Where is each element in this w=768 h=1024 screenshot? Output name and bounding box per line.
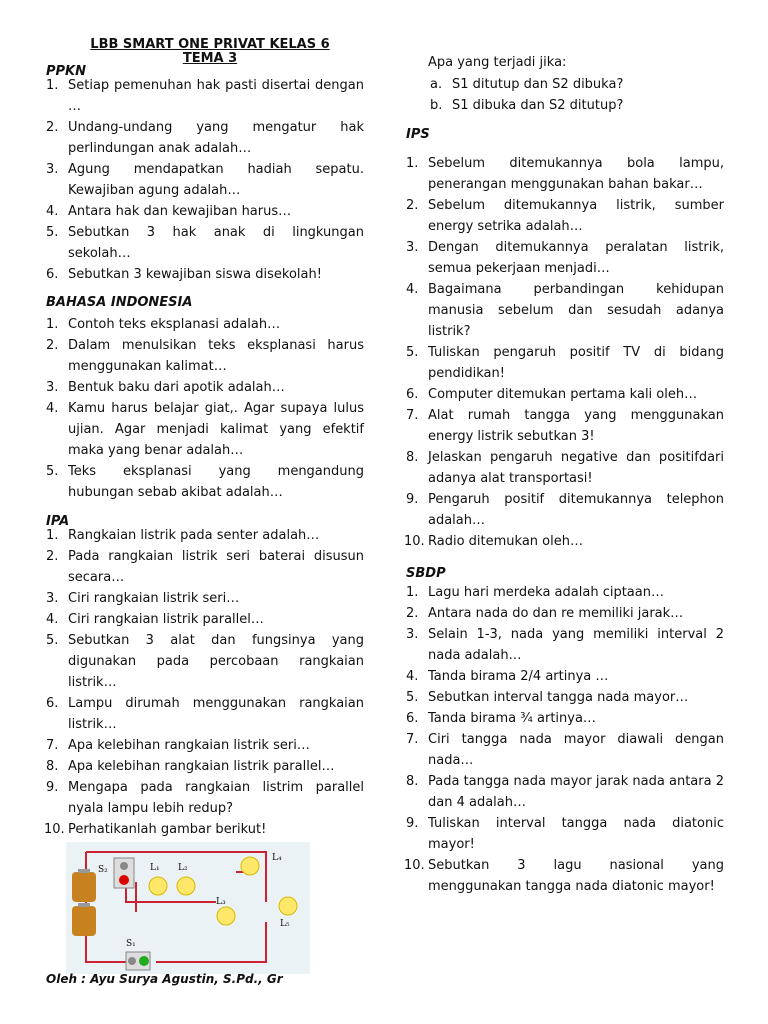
question-text: Contoh teks eksplanasi adalah… — [68, 317, 281, 332]
question-number: 2. — [406, 198, 419, 213]
question-text: Pengaruh positif ditemukannya telephon adalah… — [428, 492, 724, 528]
sbdp-question-item — [406, 624, 724, 666]
question-text: Selain 1-3, nada yang memiliki interval 2 nada adalah… — [428, 627, 724, 663]
sbdp-question-item — [406, 771, 724, 813]
ipa-question-item — [46, 735, 364, 756]
question-text: Bagaimana perbandingan kehidupan manusia sebelum dan sesudah adanya listrik? — [428, 282, 724, 339]
worksheet-header — [40, 38, 380, 66]
question-text: Teks eksplanasi yang mengandung hubungan sebab akibat adalah… — [68, 464, 364, 500]
question-text: Sebelum ditemukannya bola lampu, penerangan menggunakan bahan bakar… — [428, 156, 724, 192]
question-text: Apa kelebihan rangkaian listrik parallel… — [68, 759, 335, 774]
question-number: 5. — [46, 464, 59, 479]
question-number: 4. — [46, 612, 59, 627]
ppkn-question-item — [46, 159, 364, 201]
question-number: 1. — [46, 317, 59, 332]
bahasa-indonesia-question-list — [46, 314, 364, 503]
question-text: Jelaskan pengaruh negative dan positifdari adanya alat transportasi! — [428, 450, 724, 486]
sbdp-question-list — [406, 582, 724, 897]
bulb-l1-icon — [149, 877, 167, 895]
question-text: Sebutkan 3 alat dan fungsinya yang digunakan pada percobaan rangkaian listrik… — [68, 633, 364, 690]
ipa-question-list — [46, 525, 364, 840]
ppkn-question-item — [46, 201, 364, 222]
question-text: Sebelum ditemukannya listrik, sumber energy setrika adalah… — [428, 198, 724, 234]
sbdp-question-item — [406, 582, 724, 603]
section-title-sbdp: SBDP — [406, 566, 446, 581]
question-text: Ciri rangkaian listrik seri… — [68, 591, 240, 606]
question-number: 2. — [46, 120, 59, 135]
bulb-l2-icon — [177, 877, 195, 895]
label-l3: L₃ — [216, 897, 226, 907]
question-number: 9. — [406, 816, 419, 831]
header-subtitle: TEMA 3 — [182, 51, 238, 66]
question-number: 5. — [46, 225, 59, 240]
sbdp-question-item — [406, 729, 724, 771]
subquestion-text: S1 dibuka dan S2 ditutup? — [452, 98, 624, 113]
question-number: 6. — [46, 696, 59, 711]
question-number: 4. — [406, 282, 419, 297]
ips-question-list — [406, 153, 724, 552]
question-text: Alat rumah tangga yang menggunakan energy listrik sebutkan 3! — [428, 408, 724, 444]
section-title-ipa: IPA — [46, 514, 70, 529]
question-text: Setiap pemenuhan hak pasti disertai dengan … — [68, 78, 364, 114]
bindo-question-item — [46, 461, 364, 503]
subquestion-text: S1 ditutup dan S2 dibuka? — [452, 77, 624, 92]
question-number: 4. — [406, 669, 419, 684]
question-number: 3. — [406, 627, 419, 642]
ipa-question-item — [46, 756, 364, 777]
question-number: 6. — [46, 267, 59, 282]
ipa-followup-question: Apa yang terjadi jika: — [428, 55, 567, 70]
sbdp-question-item — [406, 855, 724, 897]
ipa-question-item — [46, 819, 364, 840]
header-title: LBB SMART ONE PRIVAT KELAS 6 — [90, 37, 330, 52]
question-text: Agung mendapatkan hadiah sepatu. Kewajiban agung adalah… — [68, 162, 364, 198]
question-text: Computer ditemukan pertama kali oleh… — [428, 387, 698, 402]
question-number: 8. — [46, 759, 59, 774]
question-text: Rangkaian listrik pada senter adalah… — [68, 528, 320, 543]
bulb-l4-icon — [241, 857, 259, 875]
bindo-question-item — [46, 335, 364, 377]
sbdp-question-item — [406, 687, 724, 708]
ppkn-question-list — [46, 75, 364, 285]
ppkn-question-item — [46, 75, 364, 117]
question-number: 4. — [46, 401, 59, 416]
question-text: Lampu dirumah menggunakan rangkaian listrik… — [68, 696, 364, 732]
question-text: Dengan ditemukannya peralatan listrik, semua pekerjaan menjadi… — [428, 240, 724, 276]
ppkn-question-item — [46, 264, 364, 285]
author-credit: Oleh : Ayu Surya Agustin, S.Pd., Gr — [46, 972, 283, 986]
ips-question-item — [406, 384, 724, 405]
ppkn-question-item — [46, 222, 364, 264]
question-text: Sebutkan 3 lagu nasional yang menggunakan tangga nada diatonic mayor! — [428, 858, 724, 894]
question-text: Lagu hari merdeka adalah ciptaan… — [428, 585, 664, 600]
ppkn-question-item — [46, 117, 364, 159]
question-number: 1. — [406, 585, 419, 600]
question-number: 9. — [406, 492, 419, 507]
question-number: 2. — [406, 606, 419, 621]
question-number: 5. — [406, 345, 419, 360]
question-text: Sebutkan interval tangga nada mayor… — [428, 690, 689, 705]
ipa-question-item — [46, 546, 364, 588]
question-text: Sebutkan 3 kewajiban siswa disekolah! — [68, 267, 322, 282]
question-number: 3. — [406, 240, 419, 255]
bulb-l5-icon — [279, 897, 297, 915]
section-title-bahasa-indonesia: BAHASA INDONESIA — [46, 295, 193, 310]
sbdp-question-item — [406, 813, 724, 855]
ips-question-item — [406, 195, 724, 237]
bulb-l3-icon — [217, 907, 235, 925]
question-text: Bentuk baku dari apotik adalah… — [68, 380, 285, 395]
ipa-subquestion-a — [430, 74, 623, 95]
sbdp-question-item — [406, 708, 724, 729]
switch-s2-icon — [114, 858, 134, 888]
question-number: 3. — [46, 380, 59, 395]
label-l4: L₄ — [272, 853, 282, 863]
ipa-question-item — [46, 525, 364, 546]
ips-question-item — [406, 153, 724, 195]
question-number: 9. — [46, 780, 59, 795]
switch-s1-icon — [126, 952, 150, 970]
bindo-question-item — [46, 314, 364, 335]
ipa-question-item — [46, 588, 364, 609]
question-number: 5. — [46, 633, 59, 648]
question-number: 1. — [406, 156, 419, 171]
question-text: Pada rangkaian listrik seri baterai disusun secara… — [68, 549, 364, 585]
question-text: Tuliskan interval tangga nada diatonic mayor! — [428, 816, 724, 852]
question-number: 8. — [406, 774, 419, 789]
bindo-question-item — [46, 398, 364, 461]
ipa-question-item — [46, 693, 364, 735]
question-text: Pada tangga nada mayor jarak nada antara 2 dan 4 adalah… — [428, 774, 724, 810]
section-title-ips: IPS — [406, 127, 430, 142]
question-number: 1. — [46, 528, 59, 543]
question-text: Undang-undang yang mengatur hak perlindungan anak adalah… — [68, 120, 364, 156]
question-number: 2. — [46, 549, 59, 564]
ips-question-item — [406, 405, 724, 447]
ipa-question-item — [46, 777, 364, 819]
ips-question-item — [406, 279, 724, 342]
question-number: 3. — [46, 162, 59, 177]
ips-question-item — [406, 447, 724, 489]
question-text: Perhatikanlah gambar berikut! — [68, 822, 267, 837]
subquestion-letter: b. — [430, 98, 443, 113]
question-text: Mengapa pada rangkaian listrim parallel nyala lampu lebih redup? — [68, 780, 364, 816]
label-s2: S₂ — [98, 865, 108, 875]
question-number: 3. — [46, 591, 59, 606]
ips-question-item — [406, 237, 724, 279]
question-text: Sebutkan 3 hak anak di lingkungan sekolah… — [68, 225, 364, 261]
question-number: 7. — [46, 738, 59, 753]
label-s1: S₁ — [126, 939, 136, 949]
question-number: 2. — [46, 338, 59, 353]
question-number: 7. — [406, 408, 419, 423]
question-text: Radio ditemukan oleh… — [428, 534, 583, 549]
question-number: 5. — [406, 690, 419, 705]
question-text: Ciri rangkaian listrik parallel… — [68, 612, 264, 627]
question-text: Antara nada do dan re memiliki jarak… — [428, 606, 684, 621]
question-text: Kamu harus belajar giat,. Agar supaya lulus ujian. Agar menjadi kalimat yang efektif maka yang benar adalah… — [68, 401, 364, 458]
question-text: Tanda birama 2/4 artinya … — [428, 669, 609, 684]
ipa-subquestion-b — [430, 95, 623, 116]
sbdp-question-item — [406, 666, 724, 687]
question-number: 10. — [44, 822, 65, 837]
ipa-question-item — [46, 630, 364, 693]
question-number: 10. — [404, 534, 425, 549]
question-text: Dalam menulsikan teks eksplanasi harus menggunakan kalimat… — [68, 338, 364, 374]
ips-question-item — [406, 531, 724, 552]
question-number: 4. — [46, 204, 59, 219]
ipa-question-item — [46, 609, 364, 630]
question-text: Tanda birama ¾ artinya… — [428, 711, 596, 726]
section-title-ppkn: PPKN — [46, 64, 87, 79]
question-number: 1. — [46, 78, 59, 93]
ips-question-item — [406, 489, 724, 531]
label-l1: L₁ — [150, 863, 160, 873]
question-text: Ciri tangga nada mayor diawali dengan nada… — [428, 732, 724, 768]
ips-question-item — [406, 342, 724, 384]
question-number: 10. — [404, 858, 425, 873]
sbdp-question-item — [406, 603, 724, 624]
question-text: Tuliskan pengaruh positif TV di bidang pendidikan! — [428, 345, 724, 381]
circuit-diagram — [66, 842, 310, 974]
question-number: 6. — [406, 711, 419, 726]
question-number: 6. — [406, 387, 419, 402]
subquestion-letter: a. — [430, 77, 443, 92]
bindo-question-item — [46, 377, 364, 398]
label-l5: L₅ — [280, 919, 290, 929]
question-text: Antara hak dan kewajiban harus… — [68, 204, 292, 219]
question-number: 8. — [406, 450, 419, 465]
label-l2: L₂ — [178, 863, 188, 873]
question-text: Apa kelebihan rangkaian listrik seri… — [68, 738, 310, 753]
question-number: 7. — [406, 732, 419, 747]
